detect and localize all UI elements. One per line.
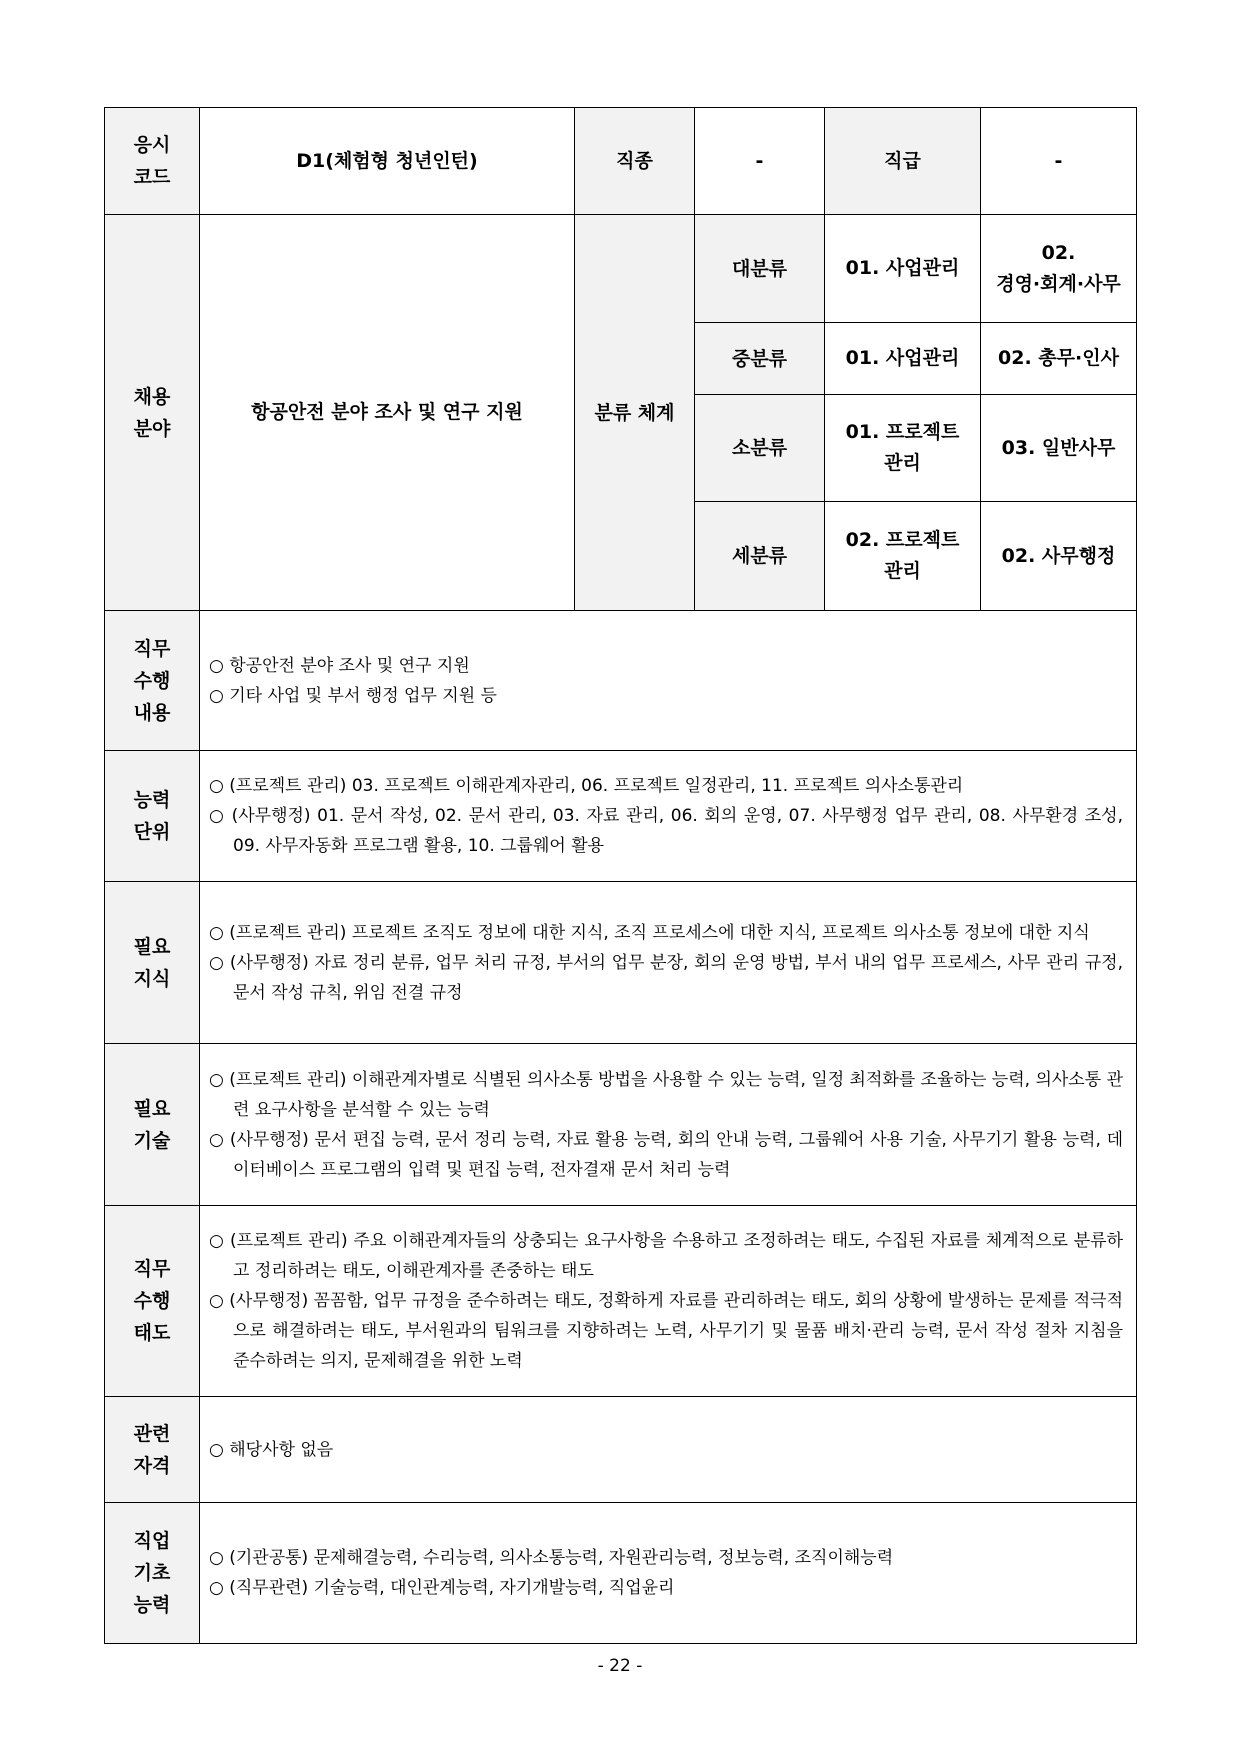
classification-major-second: 02. 경영·회계·사무 (981, 215, 1137, 323)
required-skill-label: 필요 기술 (105, 1044, 200, 1206)
classification-major-first: 01. 사업관리 (825, 215, 981, 323)
duty-attitude-body (200, 1206, 1137, 1397)
page-number: - 22 - (597, 1656, 643, 1676)
bullet-item: ○ (직무관련) 기술능력, 대인관계능력, 자기개발능력, 직업윤리 (209, 1578, 675, 1598)
classification-level-middle: 중분류 (695, 323, 825, 395)
classification-middle-first: 01. 사업관리 (825, 323, 981, 395)
competency-unit-row (105, 751, 1137, 882)
classification-level-detail: 세분류 (695, 502, 825, 611)
job-grade-value: - (981, 108, 1137, 215)
bullet-item: ○ (프로젝트 관리) 03. 프로젝트 이해관계자관리, 06. 프로젝트 일정관리, 11. 프로젝트 의사소통관리 (209, 776, 964, 796)
competency-unit-label: 능력 단위 (105, 751, 200, 882)
basic-competency-body (200, 1503, 1137, 1644)
duty-content-body (200, 611, 1137, 751)
classification-row (105, 215, 1137, 323)
duty-content-label: 직무 수행 내용 (105, 611, 200, 751)
recruit-field-value: 항공안전 분야 조사 및 연구 지원 (200, 215, 575, 611)
classification-minor-first: 01. 프로젝트 관리 (825, 395, 981, 502)
competency-unit-body (200, 751, 1137, 882)
required-knowledge-row (105, 882, 1137, 1044)
job-description-table (104, 107, 1137, 1644)
duty-attitude-row (105, 1206, 1137, 1397)
exam-code-row (105, 108, 1137, 215)
required-knowledge-label: 필요 지식 (105, 882, 200, 1044)
duty-attitude-label: 직무 수행 태도 (105, 1206, 200, 1397)
classification-detail-second: 02. 사무행정 (981, 502, 1137, 611)
bullet-item: ○ (사무행정) 문서 편집 능력, 문서 정리 능력, 자료 활용 능력, 회의 안내 능력, 그룹웨어 사용 기술, 사무기기 활용 능력, 데이터베이스 프로그램의 입력 및 편집 능력, 전자결재 문서 처리 능력 (209, 1129, 1123, 1180)
required-knowledge-body (200, 882, 1137, 1044)
bullet-item: ○ (사무행정) 자료 정리 분류, 업무 처리 규정, 부서의 업무 분장, 회의 운영 방법, 부서 내의 업무 프로세스, 사무 관리 규정, 문서 작성 규칙, 위임 전결 규정 (209, 952, 1123, 1003)
job-type-value: - (695, 108, 825, 215)
required-skill-body (200, 1044, 1137, 1206)
bullet-item: ○ 기타 사업 및 부서 행정 업무 지원 등 (209, 685, 497, 706)
exam-code-value: D1(체험형 청년인턴) (200, 108, 575, 215)
bullet-item: ○ 해당사항 없음 (209, 1439, 334, 1460)
classification-detail-first: 02. 프로젝트 관리 (825, 502, 981, 611)
classification-level-major: 대분류 (695, 215, 825, 323)
classification-minor-second: 03. 일반사무 (981, 395, 1137, 502)
bullet-item: ○ 항공안전 분야 조사 및 연구 지원 (209, 655, 470, 676)
required-skill-row (105, 1044, 1137, 1206)
duty-content-row (105, 611, 1137, 751)
job-type-label: 직종 (575, 108, 695, 215)
classification-system-label: 분류 체계 (575, 215, 695, 611)
bullet-item: ○ (프로젝트 관리) 이해관계자별로 식별된 의사소통 방법을 사용할 수 있는 능력, 일정 최적화를 조율하는 능력, 의사소통 관련 요구사항을 분석할 수 있는 능력 (209, 1069, 1123, 1120)
bullet-item: ○ (기관공통) 문제해결능력, 수리능력, 의사소통능력, 자원관리능력, 정보능력, 조직이해능력 (209, 1548, 894, 1568)
bullet-item: ○ (프로젝트 관리) 주요 이해관계자들의 상충되는 요구사항을 수용하고 조정하려는 태도, 수집된 자료를 체계적으로 분류하고 정리하려는 태도, 이해관계자를 존중하는 태도 (209, 1231, 1123, 1281)
basic-competency-label: 직업 기초 능력 (105, 1503, 200, 1644)
classification-level-minor: 소분류 (695, 395, 825, 502)
related-certification-row (105, 1397, 1137, 1503)
bullet-item: ○ (사무행정) 꼼꼼함, 업무 규정을 준수하려는 태도, 정확하게 자료를 관리하려는 태도, 회의 상황에 발생하는 문제를 적극적으로 해결하려는 태도, 부서원과의 팀워크를 지향하려는 노력, 사무기기 및 물품 배치·관리 능력, 문서 작성 절차 지침을 준수하려는 의지, 문제해결을 위한 노력 (209, 1291, 1123, 1371)
recruit-field-label: 채용 분야 (105, 215, 200, 611)
basic-competency-row (105, 1503, 1137, 1644)
exam-code-label: 응시 코드 (105, 108, 200, 215)
job-grade-label: 직급 (825, 108, 981, 215)
related-certification-label: 관련 자격 (105, 1397, 200, 1503)
classification-middle-second: 02. 총무·인사 (981, 323, 1137, 395)
bullet-item: ○ (사무행정) 01. 문서 작성, 02. 문서 관리, 03. 자료 관리, 06. 회의 운영, 07. 사무행정 업무 관리, 08. 사무환경 조성, 09. 사무자동화 프로그램 활용, 10. 그룹웨어 활용 (209, 806, 1123, 856)
related-certification-body (200, 1397, 1137, 1503)
bullet-item: ○ (프로젝트 관리) 프로젝트 조직도 정보에 대한 지식, 조직 프로세스에 대한 지식, 프로젝트 의사소통 정보에 대한 지식 (209, 922, 1090, 943)
